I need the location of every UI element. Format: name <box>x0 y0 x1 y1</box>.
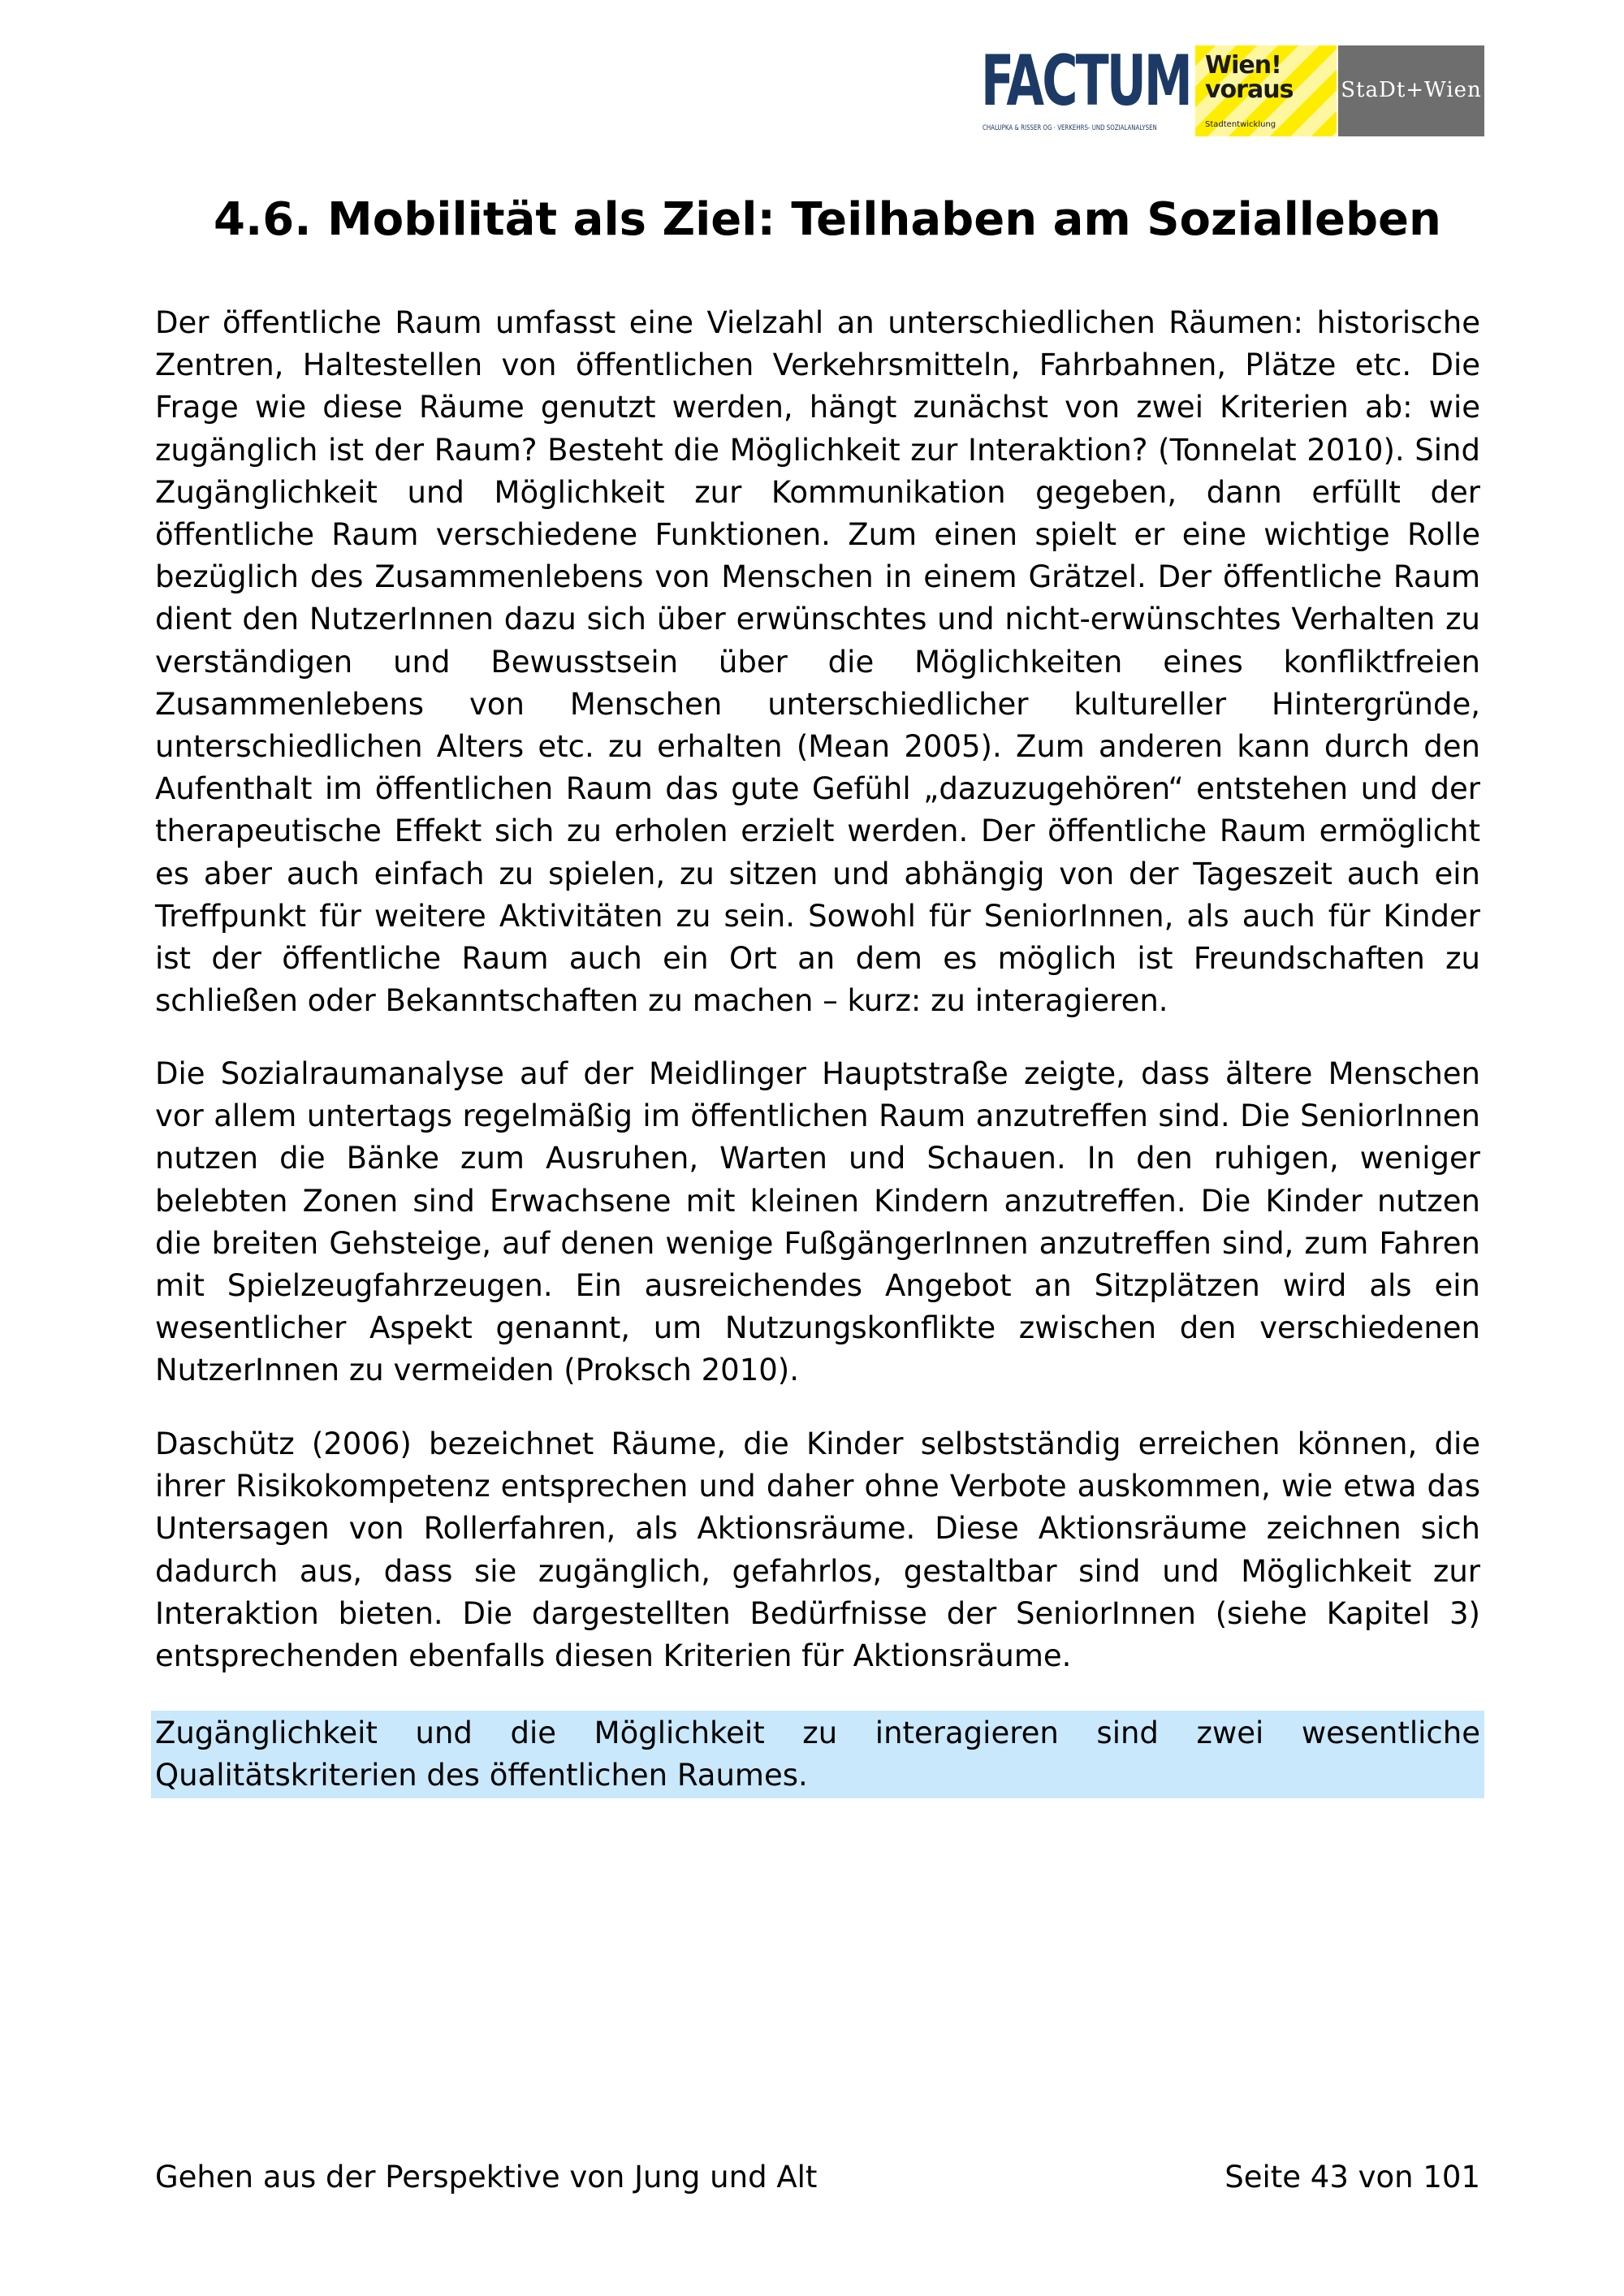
highlight-callout <box>151 1711 1484 1798</box>
stadt-wien-logo-text: StaDt+Wien <box>1341 78 1482 102</box>
wien-logo-line1: Wien! <box>1205 51 1281 80</box>
wien-voraus-logo <box>1195 45 1337 136</box>
factum-logo <box>981 41 1191 136</box>
wien-logo-line2: voraus <box>1205 76 1294 104</box>
stadt-wien-logo <box>1338 45 1484 136</box>
paragraph-1: Der öffentliche Raum umfasst eine Vielzahl an unterschiedlichen Räumen: historische Zentren, Haltestellen von öffentlichen Verkehrsmitteln, Fahrbahnen, Plätze etc. Die Frage wie diese Räume genutzt werden, hängt zunächst von zwei Kriterien ab: wie zugänglich ist der Raum? Besteht die Möglichkeit zur Interaktion? (Tonnelat 2010). Sind Zugänglichkeit und Möglichkeit zur Kommunikation gegeben, dann erfüllt der öffentliche Raum verschiedene Funktionen. Zum einen spielt er eine wichtige Rolle bezüglich des Zusammenlebens von Menschen in einem Grätzel. Der öffentliche Raum dient den NutzerInnen dazu sich über erwünschtes und nicht-erwünschtes Verhalten zu verständigen und Bewusstsein über die Möglichkeiten eines konfliktfreien Zusammenlebens von Menschen unterschiedlicher kultureller Hintergründe, unterschiedlichen Alters etc. zu erhalten (Mean 2005). Zum anderen kann durch den Aufenthalt im öffentlichen Raum das gute Gefühl „dazuzugehören“ entstehen und der therapeutische Effekt sich zu erholen erzielt werden. Der öffentliche Raum ermöglicht es aber auch einfach zu spielen, zu sitzen und abhängig von der Tageszeit auch ein Treffpunkt für weitere Aktivitäten zu sein. Sowohl für SeniorInnen, als auch für Kinder ist der öffentliche Raum auch ein Ort an dem es möglich ist Freundschaften zu schließen oder Bekanntschaften zu machen – kurz: zu interagieren. <box>155 305 1480 1019</box>
paragraph-2: Die Sozialraumanalyse auf der Meidlinger Hauptstraße zeigte, dass ältere Menschen vor allem untertags regelmäßig im öffentlichen Raum anzutreffen sind. Die SeniorInnen nutzen die Bänke zum Ausruhen, Warten und Schauen. In den ruhigen, weniger belebten Zonen sind Erwachsene mit kleinen Kindern anzutreffen. Die Kinder nutzen die breiten Gehsteige, auf denen wenige FußgängerInnen anzutreffen sind, zum Fahren mit Spielzeugfahrzeugen. Ein ausreichendes Angebot an Sitzplätzen wird als ein wesentlicher Aspekt genannt, um Nutzungskonflikte zwischen den verschiedenen NutzerInnen zu vermeiden (Proksch 2010). <box>155 1056 1480 1388</box>
callout-text: Zugänglichkeit und die Möglichkeit zu interagieren sind zwei wesentliche Qualitätskriterien des öffentlichen Raumes. <box>155 1716 1480 1793</box>
factum-logo-text: FACTUM <box>981 41 1191 122</box>
paragraph-3: Daschütz (2006) bezeichnet Räume, die Kinder selbstständig erreichen können, die ihrer Risikokompetenz entsprechen und daher ohne Verbote auskommen, wie etwa das Untersagen von Rollerfahren, als Aktionsräume. Diese Aktionsräume zeichnen sich dadurch aus, dass sie zugänglich, gefahrlos, gestaltbar sind und Möglichkeit zur Interaktion bieten. Die dargestellten Bedürfnisse der SeniorInnen (siehe Kapitel 3) entsprechenden ebenfalls diesen Kriterien für Aktionsräume. <box>155 1426 1480 1674</box>
factum-logo-subtitle: CHALUPKA & RISSER OG · VERKEHRS- UND SOZIALANALYSEN <box>983 124 1157 132</box>
footer-page-number: Seite 43 von 101 <box>1224 2160 1480 2195</box>
wien-logo-subtitle: Stadtentwicklung <box>1205 120 1276 129</box>
section-title: 4.6. Mobilität als Ziel: Teilhaben am Sozialleben <box>214 193 1441 246</box>
header-logos <box>981 41 1484 136</box>
footer-document-title: Gehen aus der Perspektive von Jung und Alt <box>155 2160 818 2195</box>
